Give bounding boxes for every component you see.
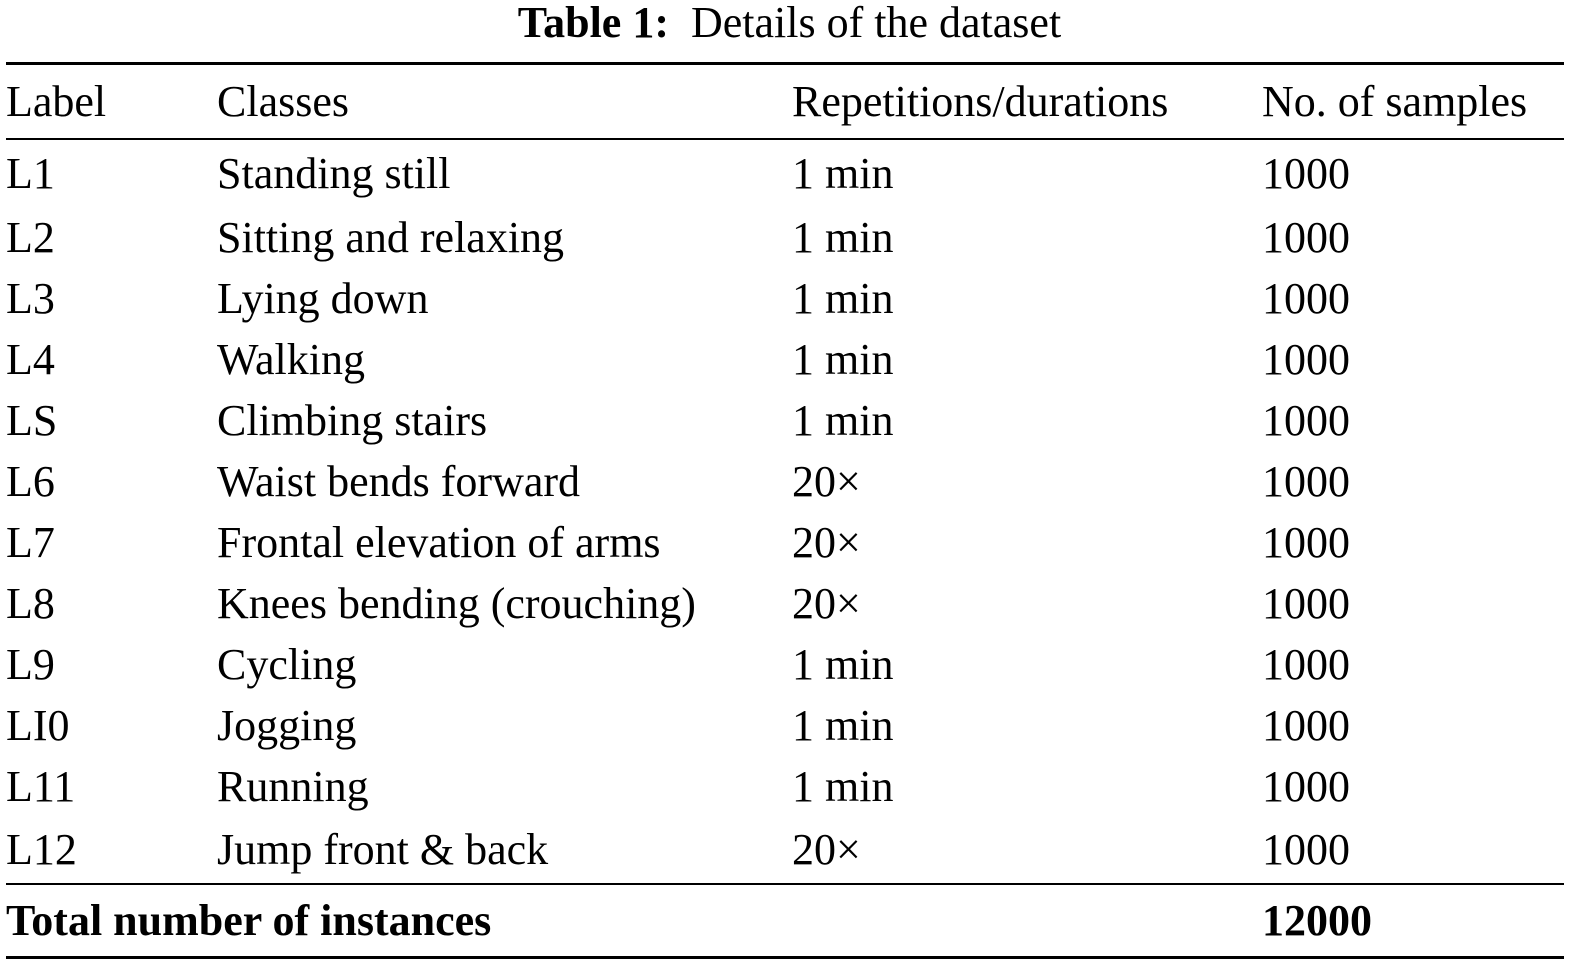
cell-label: L1: [6, 148, 55, 198]
cell-samples: 1000: [1262, 517, 1350, 567]
table-row: [6, 756, 1564, 817]
cell-repetitions: 20×: [792, 456, 861, 506]
cell-repetitions: 20×: [792, 517, 861, 567]
cell-label: L6: [6, 456, 55, 506]
table-row: [6, 634, 1564, 695]
cell-label: L11: [6, 761, 76, 811]
table-caption-label: Table 1:: [517, 0, 669, 47]
cell-samples: 1000: [1262, 212, 1350, 262]
cell-class: Running: [217, 761, 369, 811]
total-value: 12000: [1262, 895, 1372, 945]
table-row: [6, 695, 1564, 756]
cell-label: L12: [6, 825, 77, 874]
cell-class: Sitting and relaxing: [217, 212, 565, 262]
table-row: [6, 207, 1564, 268]
cell-repetitions: 1 min: [792, 148, 894, 198]
cell-label: L3: [6, 273, 55, 323]
cell-label: L7: [6, 517, 55, 567]
cell-repetitions: 1 min: [792, 395, 894, 445]
cell-samples: 1000: [1262, 639, 1350, 689]
cell-class: Lying down: [217, 273, 429, 323]
cell-repetitions: 1 min: [792, 761, 894, 811]
cell-samples: 1000: [1262, 825, 1350, 874]
cell-class: Walking: [217, 334, 365, 384]
cell-label: L8: [6, 578, 55, 628]
cell-label: L2: [6, 212, 55, 262]
cell-samples: 1000: [1262, 395, 1350, 445]
table-row: [6, 390, 1564, 451]
cell-class: Knees bending (crouching): [217, 578, 696, 628]
cell-repetitions: 20×: [792, 578, 861, 628]
table-row: [6, 268, 1564, 329]
cell-class: Jump front & back: [217, 825, 549, 874]
header-label: Label: [6, 76, 107, 126]
table-caption-text: Details of the dataset: [690, 0, 1062, 47]
cell-class: Jogging: [217, 700, 357, 750]
cell-label: LI0: [6, 700, 70, 750]
cell-samples: 1000: [1262, 700, 1350, 750]
total-label: Total number of instances: [6, 895, 492, 945]
table-row: [6, 817, 1564, 884]
cell-samples: 1000: [1262, 578, 1350, 628]
cell-samples: 1000: [1262, 148, 1350, 198]
table-row: [6, 451, 1564, 512]
cell-samples: 1000: [1262, 273, 1350, 323]
cell-repetitions: 20×: [792, 825, 861, 874]
table-row: [6, 512, 1564, 573]
table-caption: [0, 0, 1579, 46]
header-samples: No. of samples: [1262, 76, 1528, 126]
dataset-table: [6, 62, 1564, 959]
table-row: [6, 139, 1564, 207]
cell-repetitions: 1 min: [792, 212, 894, 262]
cell-class: Cycling: [217, 639, 357, 689]
cell-samples: 1000: [1262, 456, 1350, 506]
cell-class: Climbing stairs: [217, 395, 488, 445]
cell-repetitions: 1 min: [792, 639, 894, 689]
header-classes: Classes: [217, 76, 349, 126]
cell-samples: 1000: [1262, 334, 1350, 384]
cell-repetitions: 1 min: [792, 273, 894, 323]
cell-class: Waist bends forward: [217, 456, 581, 506]
cell-repetitions: 1 min: [792, 334, 894, 384]
header-repetitions: Repetitions/durations: [792, 76, 1169, 126]
cell-label: L4: [6, 334, 55, 384]
table-row: [6, 329, 1564, 390]
table-total-row: [6, 884, 1564, 958]
cell-class: Standing still: [217, 148, 451, 198]
cell-label: LS: [6, 395, 58, 445]
cell-class: Frontal elevation of arms: [217, 517, 661, 567]
table-row: [6, 573, 1564, 634]
cell-label: L9: [6, 639, 55, 689]
table-header-row: [6, 64, 1564, 139]
cell-samples: 1000: [1262, 761, 1350, 811]
cell-repetitions: 1 min: [792, 700, 894, 750]
